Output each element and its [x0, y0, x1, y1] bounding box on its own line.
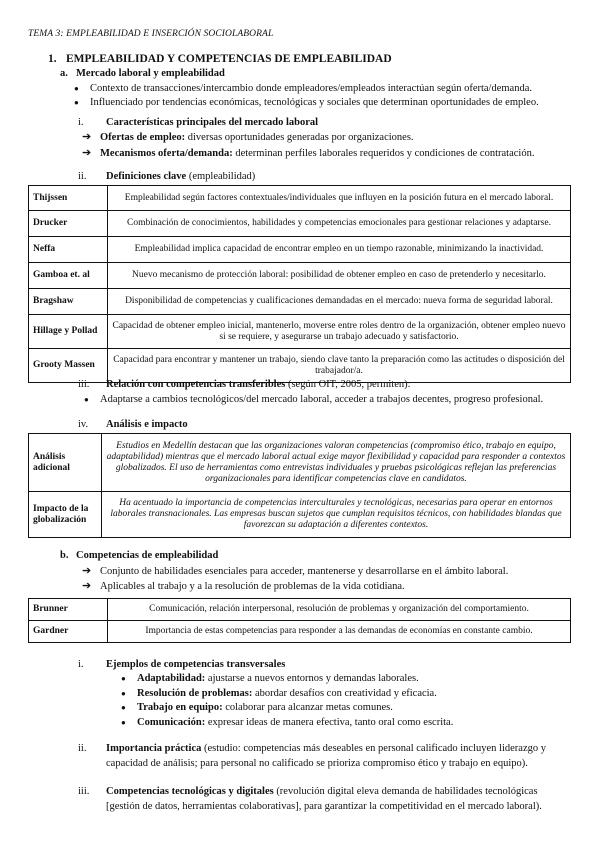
- a-iii-heading: iii. Relación con competencias transferibles (según OIT, 2005, permiten):: [78, 379, 411, 390]
- table-row: Análisis adicional Estudios en Medellín destacan que las organizaciones valoran competencias (compromiso ético, trabajo en equipo, adaptabilidad) mientras que el mercado laboral actual exige mayor flexibilidad y capacidad para responder a contextos globalizados. El uso de herramientas como entrevistas individuales y pruebas psicológicas reflejan las preferencias organizacionales para identificar competencias clave en candidatos.: [29, 434, 571, 492]
- table-row: Grooty Massen Capacidad para encontrar y mantener un trabajo, siendo clave tanto la preparación como las actitudes o disposición del trabajador/a.: [29, 349, 571, 383]
- competencies-table: [28, 598, 571, 643]
- table-row: Hillage y Pollad Capacidad de obtener empleo inicial, mantenerlo, moverse entre roles dentro de la organización, obtener empleo nuevo si se requiere, y asegurarse un trabajo adecuado y satisfactorio.: [29, 315, 571, 349]
- definitions-table: [28, 185, 571, 383]
- bullet-icon: ●: [74, 98, 79, 107]
- bullet-item: ● Influenciado por tendencias económicas, tecnológicas y sociales que determinan oportunidades de empleo.: [74, 97, 539, 108]
- arrow-item: ➔ Aplicables al trabajo y a la resolución de problemas de la vida cotidiana.: [82, 580, 405, 592]
- table-row: Bragshaw Disponibilidad de competencias y cualificaciones demandadas en el mercado: nueva forma de seguridad laboral.: [29, 289, 571, 315]
- bullet-item: ● Resolución de problemas: abordar desafíos con creatividad y eficacia.: [121, 688, 437, 699]
- section-title: EMPLEABILIDAD Y COMPETENCIAS DE EMPLEABILIDAD: [66, 53, 392, 65]
- subsection-b-number: b.: [60, 550, 69, 561]
- arrow-item: ➔ Conjunto de habilidades esenciales para acceder, mantenerse y desarrollarse en el ámbito laboral.: [82, 565, 509, 577]
- section-heading: [48, 53, 392, 65]
- a-ii-heading: ii. Definiciones clave (empleabilidad): [78, 171, 256, 182]
- arrow-right-icon: ➔: [82, 131, 92, 143]
- subsection-b-heading: [60, 550, 218, 561]
- b-iii-heading: iii. Competencias tecnológicas y digitales (revolución digital eleva demanda de habilidades tecnológicas: [78, 786, 538, 797]
- subsection-a-number: a.: [60, 68, 68, 79]
- b-ii-continuation: capacidad de análisis; para personal no calificado se prioriza compromiso ético y trabajo en equipo).: [106, 758, 528, 769]
- b-iii-continuation: [gestión de datos, herramientas colaborativas], para garantizar la competitividad en el mercado laboral).: [106, 801, 542, 812]
- bullet-icon: ●: [121, 689, 126, 698]
- subsection-a-title: Mercado laboral y empleabilidad: [76, 68, 225, 79]
- table-row: Gamboa et. al Nuevo mecanismo de protección laboral: posibilidad de obtener empleo en caso de pretenderlo y necesitarlo.: [29, 263, 571, 289]
- bullet-icon: ●: [74, 84, 79, 93]
- arrow-item: ➔ Ofertas de empleo: diversas oportunidades generadas por organizaciones.: [82, 131, 414, 143]
- document-title: TEMA 3: EMPLEABILIDAD E INSERCIÓN SOCIOLABORAL: [28, 29, 274, 39]
- bullet-item: ● Adaptarse a cambios tecnológicos/del mercado laboral, acceder a trabajos decentes, progreso profesional.: [84, 394, 544, 405]
- table-row: Impacto de la globalización Ha acentuado la importancia de competencias interculturales y tecnológicas, necesarias para operar en entornos laborales transnacionales. Las empresas buscan sujetos que cumplan requisitos técnicos, con habilidades blandas que favorezcan su adaptación a diferentes contextos.: [29, 492, 571, 538]
- bullet-item: ● Adaptabilidad: ajustarse a nuevos entornos y demandas laborales.: [121, 673, 419, 684]
- b-ii-heading: ii. Importancia práctica (estudio: competencias más deseables en personal calificado incluyen liderazgo y: [78, 743, 546, 754]
- bullet-icon: ●: [84, 395, 89, 404]
- bullet-item: ● Trabajo en equipo: colaborar para alcanzar metas comunes.: [121, 702, 393, 713]
- arrow-right-icon: ➔: [82, 147, 92, 159]
- bullet-item: ● Contexto de transacciones/intercambio donde empleadores/empleados interactúan según oferta/demanda.: [74, 83, 532, 94]
- analysis-table: [28, 433, 571, 538]
- table-row: Drucker Combinación de conocimientos, habilidades y competencias emocionales para gestionar relaciones y adaptarse.: [29, 211, 571, 237]
- table-row: Brunner Comunicación, relación interpersonal, resolución de problemas y organización del comportamiento.: [29, 599, 571, 621]
- bullet-item: ● Comunicación: expresar ideas de manera efectiva, tanto oral como escrita.: [121, 717, 454, 728]
- subsection-a-heading: [60, 68, 225, 79]
- arrow-right-icon: ➔: [82, 565, 92, 577]
- arrow-item: ➔ Mecanismos oferta/demanda: determinan perfiles laborales requeridos y condiciones de contratación.: [82, 147, 535, 159]
- arrow-right-icon: ➔: [82, 580, 92, 592]
- b-i-heading: i. Ejemplos de competencias transversales: [78, 659, 286, 670]
- table-row: Neffa Empleabilidad implica capacidad de encontrar empleo en un tiempo razonable, minimizando la inactividad.: [29, 237, 571, 263]
- table-row: Gardner Importancia de estas competencias para responder a las demandas de economías en constante cambio.: [29, 621, 571, 643]
- table-row: Thijssen Empleabilidad según factores contextuales/individuales que influyen en la posición futura en el mercado laboral.: [29, 186, 571, 211]
- a-i-heading: i. Características principales del mercado laboral: [78, 117, 319, 128]
- subsection-b-title: Competencias de empleabilidad: [76, 550, 219, 561]
- bullet-icon: ●: [121, 674, 126, 683]
- a-iv-heading: iv. Análisis e impacto: [78, 419, 188, 430]
- bullet-icon: ●: [121, 718, 126, 727]
- section-number: 1.: [48, 53, 57, 65]
- bullet-icon: ●: [121, 703, 126, 712]
